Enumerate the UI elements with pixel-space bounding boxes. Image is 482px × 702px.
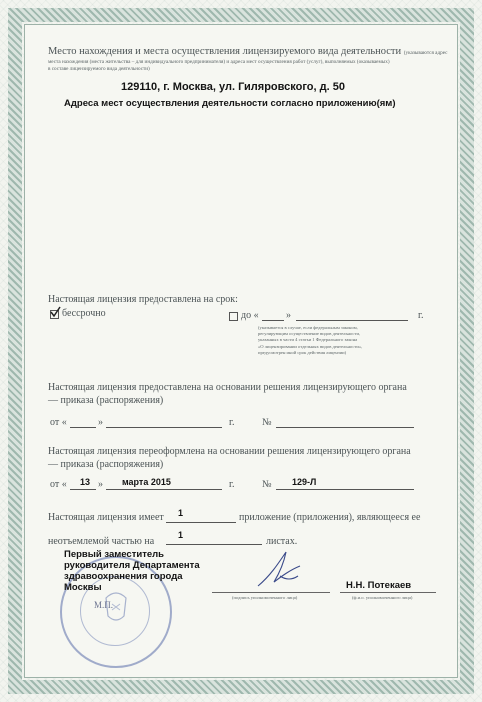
basis-from-mid: » bbox=[98, 417, 103, 428]
annex-sheets: 1 bbox=[178, 530, 184, 540]
reissue-heading-2: — приказа (распоряжения) bbox=[48, 459, 164, 470]
reissue-year-suffix: г. bbox=[229, 479, 235, 490]
reissue-from-prefix: от « bbox=[50, 479, 67, 490]
until-date-checkbox[interactable] bbox=[229, 312, 238, 321]
position-line: Первый заместитель bbox=[64, 549, 165, 560]
basis-day-line[interactable] bbox=[70, 427, 96, 428]
license-address: 129110, г. Москва, ул. Гиляровского, д. 50 bbox=[121, 81, 345, 93]
term-heading: Настоящая лицензия предоставлена на срок: bbox=[48, 294, 238, 305]
reissue-month-line[interactable] bbox=[106, 489, 222, 490]
name-caption: (ф.и.о. уполномоченного лица) bbox=[352, 595, 413, 600]
basis-heading-1: Настоящая лицензия предоставлена на основании решения лицензирующего органа bbox=[48, 382, 407, 393]
location-note-line-2: места нахождения (места жительства – для индивидуального предпринимателя) и адреса мест осуществления работ (услуг), выполняемых (оказываемых) bbox=[48, 59, 390, 65]
reissue-number-line[interactable] bbox=[276, 489, 414, 490]
basis-heading-2: — приказа (распоряжения) bbox=[48, 395, 164, 406]
annex-count-line[interactable] bbox=[166, 522, 236, 523]
basis-year-suffix: г. bbox=[229, 417, 235, 428]
annex-line1-suffix: приложение (приложения), являющееся ее bbox=[239, 512, 421, 523]
stamp-mp-text: М.П. bbox=[94, 600, 114, 610]
reissue-heading-1: Настоящая лицензия переоформлена на основании решения лицензирующего органа bbox=[48, 446, 411, 457]
until-day-line[interactable] bbox=[262, 320, 284, 321]
annex-line2-suffix: листах. bbox=[266, 536, 298, 547]
annex-sheets-line[interactable] bbox=[166, 544, 262, 545]
location-heading-text: Место нахождения и места осуществления лицензируемого вида деятельности bbox=[48, 46, 402, 57]
location-heading-note: (указываются адрес bbox=[403, 50, 448, 56]
term-note-line: регулирующим осуществление видов деятельности, bbox=[258, 331, 361, 337]
reissue-from-mid: » bbox=[98, 479, 103, 490]
signature-caption: (подпись уполномоченного лица) bbox=[232, 595, 298, 600]
signature-line bbox=[212, 592, 330, 593]
unlimited-label: бессрочно bbox=[62, 308, 106, 319]
annex-line1-prefix: Настоящая лицензия имеет bbox=[48, 512, 164, 523]
location-heading bbox=[48, 46, 447, 57]
name-line bbox=[340, 592, 436, 593]
reissue-day: 13 bbox=[80, 477, 91, 487]
position-line: Москвы bbox=[64, 582, 102, 593]
annex-count: 1 bbox=[178, 508, 184, 518]
reissue-number: 129-Л bbox=[292, 477, 317, 487]
reissue-day-line[interactable] bbox=[70, 489, 96, 490]
signatory-position bbox=[64, 549, 200, 593]
location-note-line-3: в составе лицензируемого вида деятельности) bbox=[48, 66, 150, 72]
reissue-month-year: марта 2015 bbox=[122, 477, 171, 487]
term-note-line: «О лицензировании отдельных видов деятельности», bbox=[258, 343, 363, 349]
until-mid: » bbox=[286, 310, 291, 321]
term-note bbox=[258, 325, 362, 356]
until-month-line[interactable] bbox=[296, 320, 408, 321]
basis-number-sign: № bbox=[262, 417, 272, 428]
checkmark-icon bbox=[49, 306, 61, 318]
addresses-note: Адреса мест осуществления деятельности согласно приложению(ям) bbox=[64, 98, 396, 109]
basis-number-line[interactable] bbox=[276, 427, 414, 428]
until-prefix: до « bbox=[241, 310, 259, 321]
term-note-line: указанных в части 4 статьи 1 Федерального закона bbox=[258, 337, 358, 343]
reissue-number-sign: № bbox=[262, 479, 272, 490]
term-note-line: предусмотрен иной срок действия лицензии) bbox=[258, 349, 347, 355]
position-line: руководителя Департамента bbox=[64, 560, 200, 571]
basis-month-line[interactable] bbox=[106, 427, 222, 428]
position-line: здравоохранения города bbox=[64, 571, 183, 582]
until-year-suffix: г. bbox=[418, 310, 424, 321]
term-note-line: (указывается в случае, если федеральным законом, bbox=[258, 325, 358, 330]
signatory-name: Н.Н. Потекаев bbox=[346, 580, 412, 591]
basis-from-prefix: от « bbox=[50, 417, 67, 428]
annex-line2-prefix: неотъемлемой частью на bbox=[48, 536, 155, 547]
handwritten-signature bbox=[250, 546, 310, 594]
